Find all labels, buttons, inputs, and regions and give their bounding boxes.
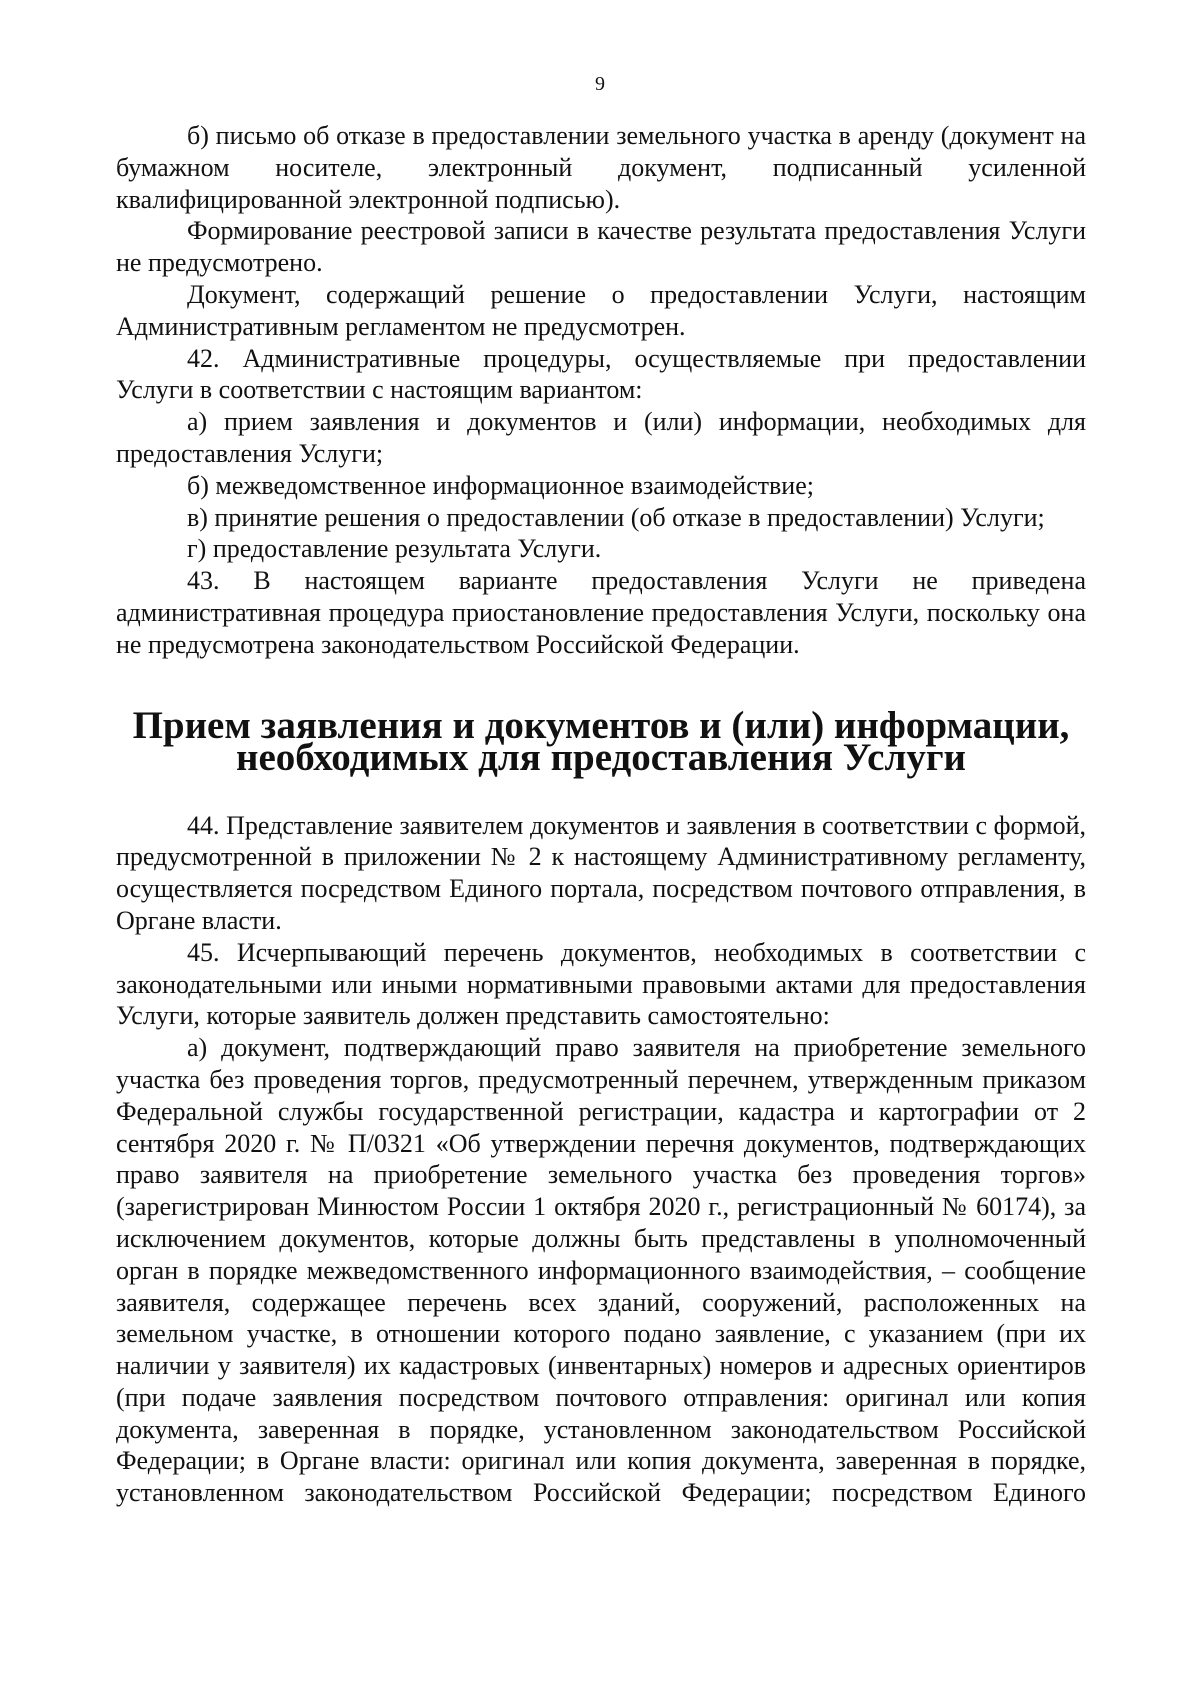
paragraph-refusal-letter: б) письмо об отказе в предоставлении земельного участка в аренду (документ на бумажном носителе, электронный документ, подписанный усиленной квалифицированной электронной подписью). <box>116 121 1086 214</box>
paragraph-registry-record: Формирование реестровой записи в качестве результата предоставления Услуги не предусмотрено. <box>116 216 1086 278</box>
paragraph-42-g: г) предоставление результата Услуги. <box>187 534 602 564</box>
paragraph-42-v: в) принятие решения о предоставлении (об отказе в предоставлении) Услуги; <box>187 502 1045 532</box>
paragraph-item-43: 43. В настоящем варианте предоставления Услуги не приведена административная процедура приостановление предоставления Услуги, поскольку она не предусмотрена законодательством Российской Федерации. <box>116 566 1086 659</box>
document-body <box>116 120 1086 1509</box>
page-number: 9 <box>595 73 605 95</box>
section-heading: Прием заявления и документов и (или) информации, необходимых для предоставления Услуги <box>132 703 1070 779</box>
paragraph-42-b: б) межведомственное информационное взаимодействие; <box>187 470 814 500</box>
paragraph-item-45: 45. Исчерпывающий перечень документов, необходимых в соответствии с законодательными или иными нормативными правовыми актами для предоставления Услуги, которые заявитель должен представить самостоятельно: <box>116 937 1086 1031</box>
paragraph-45-a: а) документ, подтверждающий право заявителя на приобретение земельного участка без проведения торгов, предусмотренный перечнем, утвержденным приказом Федеральной службы государственной регистрации, кадастра и картографии от 2 сентября 2020 г. № П/0321 «Об утверждении перечня документов, подтверждающих право заявителя на приобретение земельного участка без проведения торгов» (зарегистрирован Минюстом России 1 октября 2020 г., регистрационный № 60174), за исключением документов, которые должны быть представлены в уполномоченный орган в порядке межведомственного информационного взаимодействия, – сообщение заявителя, содержащее перечень всех зданий, сооружений, расположенных на земельном участке, в отношении которого подано заявление, с указанием (при их наличии у заявителя) их кадастровых (инвентарных) номеров и адресных ориентиров (при подаче заявления посредством почтового отправления: оригинал или копия документа, заверенная в порядке, установленном законодательством Российской Федерации; в Органе власти: оригинал или копия документа, заверенная в порядке, установленном законодательством Российской Федерации; посредством Единого <box>116 1033 1086 1508</box>
paragraph-decision-document: Документ, содержащий решение о предоставлении Услуги, настоящим Административным регламентом не предусмотрен. <box>116 279 1086 341</box>
paragraph-42-a: а) прием заявления и документов и (или) информации, необходимых для предоставления Услуги; <box>116 407 1086 468</box>
paragraph-item-42: 42. Административные процедуры, осуществляемые при предоставлении Услуги в соответствии с настоящим вариантом: <box>116 343 1086 405</box>
paragraph-item-44: 44. Представление заявителем документов и заявления в соответствии с формой, предусмотренной в приложении № 2 к настоящему Административному регламенту, осуществляется посредством Единого портала, посредством почтового отправления, в Органе власти. <box>116 810 1086 935</box>
